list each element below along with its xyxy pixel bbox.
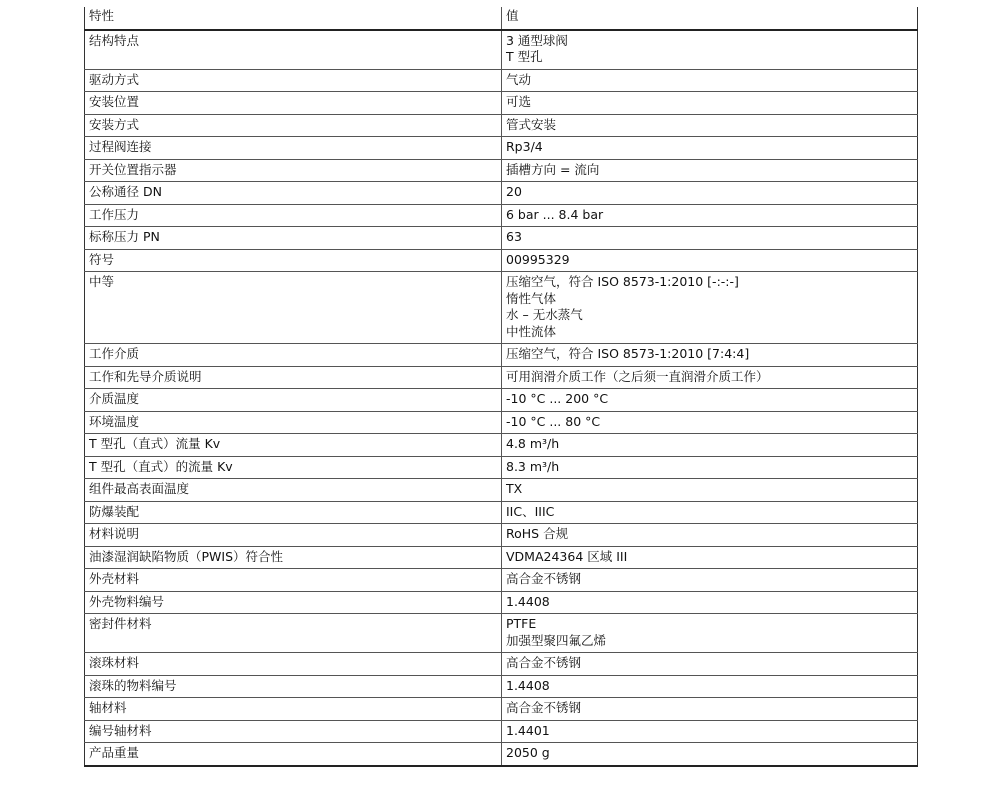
spec-table-body (85, 7, 918, 766)
property-value (502, 698, 918, 721)
property-value (502, 569, 918, 592)
property-value (502, 272, 918, 344)
header-value: 值 (502, 7, 918, 30)
property-value (502, 69, 918, 92)
property-value (502, 366, 918, 389)
property-name: 符号 (85, 249, 502, 272)
property-value (502, 389, 918, 412)
table-row (85, 182, 918, 205)
property-value (502, 501, 918, 524)
property-name: 过程阀连接 (85, 137, 502, 160)
property-value (502, 344, 918, 367)
table-header-row (85, 7, 918, 30)
property-name: 外壳物料编号 (85, 591, 502, 614)
table-row (85, 569, 918, 592)
table-row (85, 69, 918, 92)
property-value-line: TX (506, 481, 523, 496)
property-value (502, 614, 918, 653)
property-name: T 型孔（直式）的流量 Kv (85, 456, 502, 479)
table-row (85, 653, 918, 676)
property-value (502, 591, 918, 614)
property-value-line: 中性流体 (506, 323, 557, 339)
property-name: 编号轴材料 (85, 720, 502, 743)
property-value-line: 高合金不锈钢 (506, 655, 582, 670)
property-value-line: 1.4401 (506, 722, 550, 738)
property-value (502, 434, 918, 457)
property-value-line: 高合金不锈钢 (506, 700, 582, 715)
property-value (502, 720, 918, 743)
property-name: 材料说明 (85, 524, 502, 547)
property-name: 产品重量 (85, 743, 502, 766)
property-name: 防爆装配 (85, 501, 502, 524)
property-value (502, 743, 918, 766)
table-row (85, 159, 918, 182)
table-row (85, 614, 918, 653)
property-value (502, 675, 918, 698)
table-row (85, 479, 918, 502)
property-value (502, 653, 918, 676)
spec-table (84, 7, 918, 767)
table-row (85, 249, 918, 272)
property-value-line: 加强型聚四氟乙烯 (506, 632, 607, 648)
property-value (502, 204, 918, 227)
table-row (85, 272, 918, 344)
table-row (85, 92, 918, 115)
property-value-line: 可选 (506, 94, 532, 109)
property-name: 安装位置 (85, 92, 502, 115)
table-row (85, 434, 918, 457)
table-row (85, 591, 918, 614)
property-value (502, 456, 918, 479)
table-row (85, 720, 918, 743)
property-value-line: 可用润滑介质工作（之后须一直润滑介质工作） (506, 368, 769, 384)
property-name: T 型孔（直式）流量 Kv (85, 434, 502, 457)
property-value-line: 压缩空气，符合 ISO 8573-1:2010 [7:4:4] (506, 346, 750, 361)
property-name: 组件最高表面温度 (85, 479, 502, 502)
property-value-line: 8.3 m³/h (506, 458, 560, 474)
property-value (502, 159, 918, 182)
property-value-line: 4.8 m³/h (506, 436, 560, 451)
property-value-line: 惰性气体 (506, 290, 557, 306)
property-value-line: 气动 (506, 71, 532, 87)
property-value (502, 137, 918, 160)
property-value-line: 插槽方向 = 流向 (506, 161, 600, 177)
property-name: 安装方式 (85, 114, 502, 137)
property-value-line: 6 bar ... 8.4 bar (506, 206, 604, 222)
table-row (85, 30, 918, 70)
property-name: 滚珠的物料编号 (85, 675, 502, 698)
property-value-line: Rp3/4 (506, 139, 543, 154)
property-value (502, 92, 918, 115)
property-value-line: T 型孔 (506, 49, 543, 64)
table-row (85, 698, 918, 721)
property-value (502, 524, 918, 547)
property-value-line: 2050 g (506, 745, 550, 760)
header-property: 特性 (85, 7, 502, 30)
property-value (502, 182, 918, 205)
property-name: 标称压力 PN (85, 227, 502, 250)
property-value (502, 249, 918, 272)
table-row (85, 546, 918, 569)
property-value-line: 20 (506, 184, 522, 199)
property-value-line: RoHS 合规 (506, 526, 569, 541)
property-value-line: IIC、IIIC (506, 503, 555, 519)
table-row (85, 411, 918, 434)
property-name: 结构特点 (85, 30, 502, 70)
table-row (85, 366, 918, 389)
property-name: 工作介质 (85, 344, 502, 367)
table-row (85, 227, 918, 250)
table-row (85, 344, 918, 367)
property-name: 开关位置指示器 (85, 159, 502, 182)
property-value (502, 546, 918, 569)
property-name: 工作和先导介质说明 (85, 366, 502, 389)
property-value-line: 高合金不锈钢 (506, 571, 582, 586)
property-name: 轴材料 (85, 698, 502, 721)
spec-sheet (84, 7, 917, 767)
property-value-line: 3 通型球阀 (506, 32, 568, 48)
property-name: 中等 (85, 272, 502, 344)
property-value-line: VDMA24364 区域 III (506, 548, 628, 564)
property-name: 油漆湿润缺陷物质（PWIS）符合性 (85, 546, 502, 569)
table-row (85, 675, 918, 698)
property-value-line: 00995329 (506, 251, 570, 267)
table-row (85, 204, 918, 227)
property-name: 驱动方式 (85, 69, 502, 92)
property-name: 环境温度 (85, 411, 502, 434)
property-value-line: 1.4408 (506, 677, 550, 693)
property-value (502, 479, 918, 502)
table-row (85, 456, 918, 479)
property-value-line: 压缩空气，符合 ISO 8573-1:2010 [-:-:-] (506, 274, 739, 289)
table-row (85, 137, 918, 160)
property-name: 滚珠材料 (85, 653, 502, 676)
property-value (502, 114, 918, 137)
table-row (85, 524, 918, 547)
property-name: 介质温度 (85, 389, 502, 412)
property-name: 公称通径 DN (85, 182, 502, 205)
property-value-line: 水 – 无水蒸气 (506, 307, 583, 322)
table-row (85, 501, 918, 524)
property-value (502, 30, 918, 70)
property-value-line: PTFE (506, 616, 537, 631)
property-value (502, 411, 918, 434)
table-row (85, 743, 918, 766)
property-name: 外壳材料 (85, 569, 502, 592)
table-row (85, 114, 918, 137)
property-value-line: 1.4408 (506, 593, 550, 609)
property-name: 密封件材料 (85, 614, 502, 653)
property-value-line: 63 (506, 229, 522, 244)
property-name: 工作压力 (85, 204, 502, 227)
table-row (85, 389, 918, 412)
property-value-line: -10 °C ... 200 °C (506, 391, 609, 406)
property-value-line: -10 °C ... 80 °C (506, 413, 601, 429)
property-value (502, 227, 918, 250)
property-value-line: 管式安装 (506, 116, 557, 132)
